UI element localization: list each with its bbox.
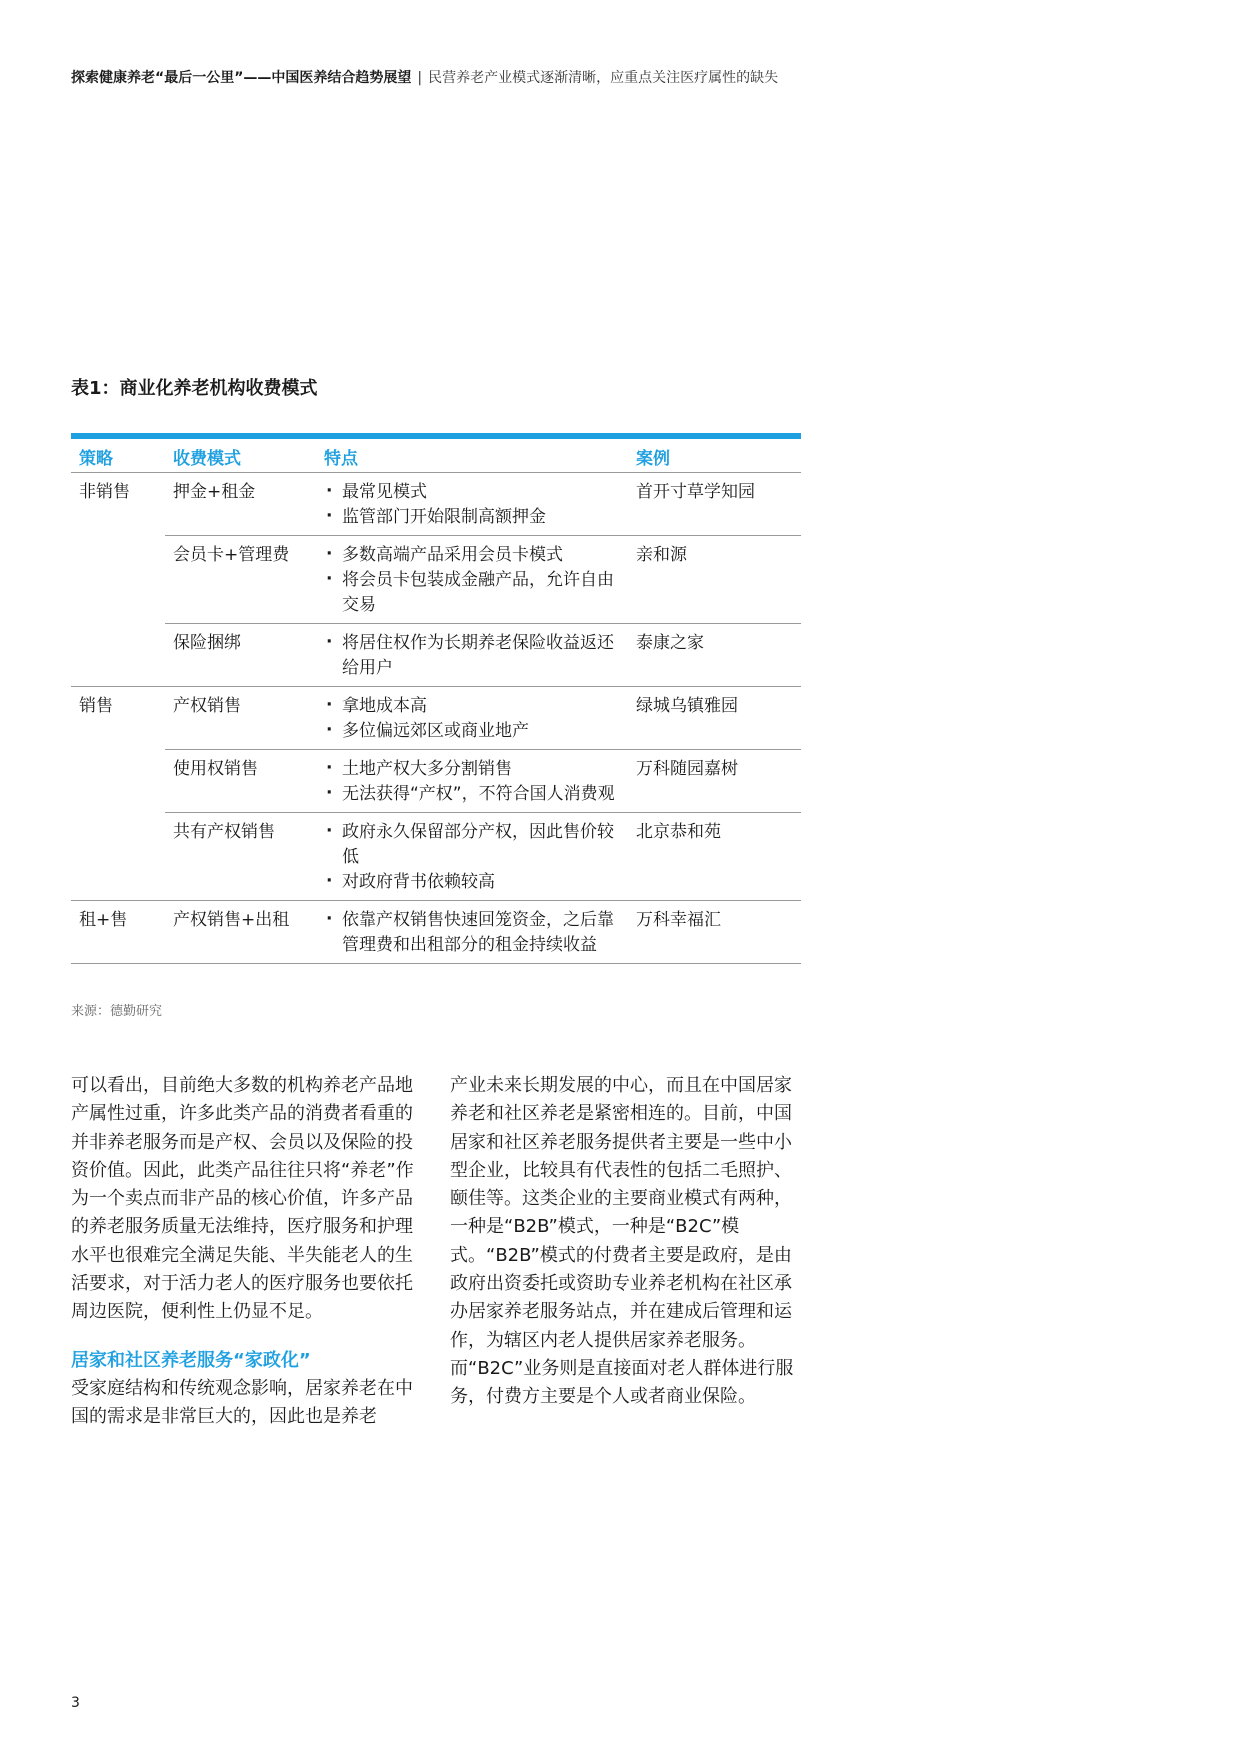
- page-header: [71, 68, 1171, 88]
- cell-model: 共有产权销售: [165, 813, 316, 901]
- feature-item: · 拿地成本高: [324, 694, 620, 719]
- cell-case: 万科幸福汇: [628, 901, 801, 964]
- cell-features: [316, 473, 628, 536]
- cell-strategy: [71, 813, 165, 901]
- cell-case: 万科随园嘉树: [628, 750, 801, 813]
- feature-item: · 最常见模式: [324, 480, 620, 505]
- table-row: [71, 473, 801, 536]
- feature-item: · 将会员卡包装成金融产品，允许自由交易: [324, 568, 620, 618]
- feature-list: [324, 908, 620, 958]
- text-column-left: [71, 1072, 419, 1431]
- feature-item: · 监管部门开始限制高额押金: [324, 505, 620, 530]
- paragraph-3: 产业未来长期发展的中心，而且在中国居家养老和社区养老是紧密相连的。目前，中国居家和社区养老服务提供者主要是一些中小型企业，比较具有代表性的包括二毛照护、颐佳等。这类企业的主要商业模式有两种，一种是“B2B”模式，一种是“B2C”模式。“B2B”模式的付费者主要是政府，是由政府出资委托或资助专业养老机构在社区承办居家养老服务站点，并在建成后管理和运作，为辖区内老人提供居家养老服务。而“B2C”业务则是直接面对老人群体进行服务，付费方主要是个人或者商业保险。: [450, 1075, 794, 1408]
- cell-case: 首开寸草学知园: [628, 473, 801, 536]
- cell-model: 押金+租金: [165, 473, 316, 536]
- paragraph-2: 受家庭结构和传统观念影响，居家养老在中国的需求是非常巨大的，因此也是养老: [71, 1377, 413, 1427]
- feature-list: [324, 820, 620, 895]
- feature-item: · 将居住权作为长期养老保险收益返还给用户: [324, 631, 620, 681]
- cell-model: 产权销售: [165, 687, 316, 750]
- cell-case: 北京恭和苑: [628, 813, 801, 901]
- table: [71, 439, 801, 964]
- feature-list: [324, 543, 620, 618]
- cell-case: 亲和源: [628, 536, 801, 624]
- cell-case: 泰康之家: [628, 624, 801, 687]
- header-separator: |: [417, 70, 423, 86]
- column-header-strategy: 策略: [71, 439, 165, 473]
- feature-list: [324, 694, 620, 744]
- cell-case: 绿城乌镇雅园: [628, 687, 801, 750]
- feature-item: · 政府永久保留部分产权，因此售价较低: [324, 820, 620, 870]
- table-row: [71, 687, 801, 750]
- cell-strategy: 非销售: [79, 482, 130, 502]
- feature-list: [324, 480, 620, 530]
- feature-item: · 依靠产权销售快速回笼资金，之后靠管理费和出租部分的租金持续收益: [324, 908, 620, 958]
- feature-item: · 土地产权大多分割销售: [324, 757, 620, 782]
- cell-strategy: 租+售: [71, 901, 165, 964]
- table-row: [71, 813, 801, 901]
- table-title: 表1：商业化养老机构收费模式: [71, 378, 318, 399]
- feature-item: · 无法获得“产权”，不符合国人消费观: [324, 782, 620, 807]
- column-header-features: 特点: [316, 439, 628, 473]
- cell-features: [316, 901, 628, 964]
- header-subtitle: 民营养老产业模式逐渐清晰，应重点关注医疗属性的缺失: [428, 70, 779, 86]
- page-number: 3: [71, 1695, 80, 1711]
- table-row: [71, 901, 801, 964]
- table-row: [71, 624, 801, 687]
- table-source: 来源：德勤研究: [71, 1004, 163, 1019]
- feature-item: · 多位偏远郊区或商业地产: [324, 719, 620, 744]
- feature-list: [324, 757, 620, 807]
- column-header-model: 收费模式: [165, 439, 316, 473]
- cell-model: 会员卡+管理费: [165, 536, 316, 624]
- table-row: [71, 536, 801, 624]
- section-heading: 居家和社区养老服务“家政化”: [71, 1349, 311, 1371]
- cell-strategy: [71, 536, 165, 624]
- header-title: 探索健康养老“最后一公里”——中国医养结合趋势展望: [71, 70, 412, 86]
- table-header-row: [71, 439, 801, 473]
- cell-model: 保险捆绑: [165, 624, 316, 687]
- feature-item: · 对政府背书依赖较高: [324, 870, 620, 895]
- cell-features: [316, 813, 628, 901]
- cell-features: [316, 750, 628, 813]
- cell-model: 使用权销售: [165, 750, 316, 813]
- cell-strategy: [71, 624, 165, 687]
- fee-model-table: [71, 433, 801, 964]
- feature-list: [324, 631, 620, 681]
- table-row: [71, 750, 801, 813]
- feature-item: · 多数高端产品采用会员卡模式: [324, 543, 620, 568]
- cell-strategy: [71, 750, 165, 813]
- text-column-right: [450, 1072, 802, 1412]
- cell-features: [316, 536, 628, 624]
- cell-features: [316, 687, 628, 750]
- cell-features: [316, 624, 628, 687]
- cell-model: 产权销售+出租: [165, 901, 316, 964]
- cell-strategy: 销售: [79, 696, 113, 716]
- paragraph-1: 可以看出，目前绝大多数的机构养老产品地产属性过重，许多此类产品的消费者看重的并非养老服务而是产权、会员以及保险的投资价值。因此，此类产品往往只将“养老”作为一个卖点而非产品的核心价值，许多产品的养老服务质量无法维持，医疗服务和护理水平也很难完全满足失能、半失能老人的生活要求，对于活力老人的医疗服务也要依托周边医院，便利性上仍显不足。: [71, 1075, 414, 1323]
- table-body: [71, 473, 801, 964]
- column-header-case: 案例: [628, 439, 801, 473]
